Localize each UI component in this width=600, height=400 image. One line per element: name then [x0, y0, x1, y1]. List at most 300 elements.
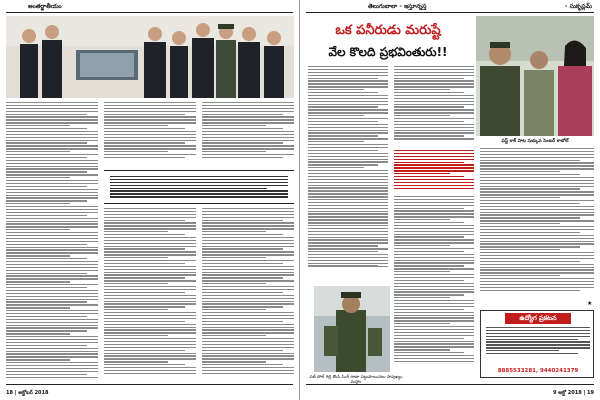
text-line	[308, 231, 378, 232]
text-line	[308, 98, 388, 99]
text-line	[202, 208, 294, 209]
text-line	[308, 109, 388, 110]
text-line	[202, 251, 294, 252]
text-line	[104, 102, 196, 103]
text-line	[6, 157, 87, 158]
text-line	[308, 78, 378, 79]
text-line	[394, 315, 474, 316]
text-line	[6, 174, 98, 175]
text-line	[308, 80, 388, 81]
text-line	[480, 264, 594, 265]
right-page	[300, 0, 600, 400]
text-line	[308, 190, 388, 191]
text-line	[202, 231, 266, 232]
text-line	[308, 89, 364, 90]
text-line	[202, 102, 294, 103]
text-line	[480, 246, 580, 247]
text-line	[104, 367, 196, 368]
text-line	[394, 234, 474, 235]
text-line	[394, 176, 464, 177]
right-column-1-text-continued	[308, 176, 388, 269]
headline-line-1: ఒక పనీరుడు మరుష్టే	[335, 23, 441, 38]
text-line	[480, 238, 594, 239]
text-line	[6, 166, 98, 167]
text-line	[202, 151, 266, 152]
text-line	[394, 231, 474, 232]
text-line	[394, 286, 474, 287]
text-line	[104, 280, 196, 281]
text-line	[104, 358, 196, 359]
text-line	[480, 151, 594, 152]
text-line	[394, 309, 464, 310]
text-line	[394, 343, 474, 344]
text-line	[394, 164, 474, 165]
text-line	[394, 106, 464, 107]
text-line	[202, 272, 294, 273]
text-line	[202, 243, 294, 244]
text-line	[6, 371, 98, 372]
text-line	[394, 355, 474, 356]
ad-title: ఉద్యోగ ప్రకటన	[505, 313, 571, 324]
text-line	[480, 275, 560, 276]
text-line	[104, 108, 196, 109]
text-line	[394, 92, 464, 93]
text-line	[308, 193, 388, 194]
text-line	[104, 283, 168, 284]
text-line	[308, 132, 388, 133]
text-line	[308, 161, 388, 162]
text-line	[308, 254, 388, 255]
text-line	[104, 243, 196, 244]
text-line	[202, 148, 294, 149]
text-line	[104, 131, 196, 132]
text-line	[6, 348, 98, 349]
text-line	[104, 269, 196, 270]
text-line	[202, 225, 294, 226]
text-line	[6, 209, 98, 210]
right-column-2-text-continued	[394, 196, 474, 364]
text-line	[6, 148, 98, 149]
text-line	[104, 222, 196, 223]
text-line	[6, 339, 98, 340]
text-line	[104, 361, 168, 362]
text-line	[104, 344, 196, 345]
text-line	[6, 342, 98, 343]
text-line	[104, 128, 185, 129]
text-line	[104, 114, 185, 115]
text-line	[202, 312, 294, 313]
text-line	[308, 92, 378, 93]
text-line	[394, 170, 474, 171]
text-line	[104, 248, 185, 249]
text-line	[202, 131, 294, 132]
text-line	[308, 237, 388, 238]
text-line	[394, 95, 474, 96]
text-line	[394, 89, 450, 90]
text-line	[6, 116, 98, 117]
text-line	[6, 122, 98, 123]
text-line	[202, 240, 294, 241]
text-line	[104, 234, 185, 235]
text-line	[394, 75, 474, 76]
right-column-2-text	[394, 66, 474, 141]
text-line	[202, 309, 266, 310]
text-line	[202, 344, 294, 345]
right-footer: 9 అక్టో 2018 | 19	[552, 390, 594, 396]
text-line	[202, 237, 294, 238]
text-line	[104, 217, 196, 218]
text-line	[104, 237, 196, 238]
text-line	[308, 196, 388, 197]
officials-photo	[6, 16, 294, 98]
text-line	[110, 185, 288, 186]
text-line	[394, 208, 464, 209]
text-line	[394, 291, 474, 292]
right-footer-rule	[306, 384, 594, 385]
text-line	[202, 119, 294, 120]
text-line	[308, 185, 388, 186]
text-line	[394, 185, 474, 186]
text-line	[480, 191, 594, 192]
text-line	[110, 190, 288, 191]
text-line	[394, 265, 464, 266]
text-line	[394, 205, 474, 206]
text-line	[308, 135, 378, 136]
text-line	[480, 232, 580, 233]
text-line	[308, 104, 388, 105]
left-column-1-text	[6, 102, 98, 380]
text-line	[480, 284, 594, 285]
text-line	[6, 336, 98, 337]
text-line	[308, 118, 388, 119]
parade-photo-caption: పట్ సోల్ గిల్లి కౌంసి సింగ్ రాణా పట్టుపాయినటు సావుఖ్యం మహ్లాం	[309, 374, 403, 385]
text-line	[202, 122, 294, 123]
text-line	[394, 262, 474, 263]
text-line	[480, 220, 594, 221]
text-line	[6, 189, 98, 190]
text-line	[6, 310, 98, 311]
text-line	[104, 246, 196, 247]
text-line	[6, 195, 98, 196]
text-line	[308, 205, 388, 206]
text-line	[202, 332, 294, 333]
text-line	[202, 154, 294, 155]
left-column-2-text	[104, 102, 196, 160]
text-line	[394, 248, 474, 249]
text-line	[104, 119, 196, 120]
text-line	[480, 223, 560, 224]
text-line	[308, 153, 388, 154]
text-line	[202, 217, 294, 218]
text-line	[202, 269, 294, 270]
text-line	[394, 72, 474, 73]
text-line	[308, 199, 364, 200]
family-photo-art	[476, 16, 594, 136]
text-line	[394, 280, 464, 281]
text-line	[394, 173, 450, 174]
text-line	[480, 154, 594, 155]
text-line	[6, 134, 98, 135]
text-line	[394, 239, 474, 240]
text-line	[202, 367, 294, 368]
text-line	[394, 112, 474, 113]
text-line	[104, 353, 196, 354]
text-line	[308, 112, 388, 113]
text-line	[104, 211, 196, 212]
text-line	[480, 162, 594, 163]
text-line	[394, 127, 474, 128]
text-line	[104, 289, 196, 290]
text-line	[202, 211, 294, 212]
text-line	[6, 353, 98, 354]
text-line	[202, 214, 294, 215]
text-line	[486, 330, 590, 331]
text-line	[6, 374, 87, 375]
text-line	[480, 287, 594, 288]
text-line	[202, 111, 294, 112]
text-line	[104, 228, 196, 229]
text-line	[202, 134, 294, 135]
text-line	[202, 248, 283, 249]
text-line	[104, 332, 196, 333]
text-line	[6, 273, 87, 274]
text-line	[480, 209, 594, 210]
text-line	[6, 221, 98, 222]
text-line	[394, 297, 450, 298]
text-line	[308, 66, 388, 67]
text-line	[104, 263, 185, 264]
text-line	[308, 170, 388, 171]
parade-photo-art	[314, 286, 390, 372]
parade-photo	[314, 286, 390, 372]
text-line	[394, 80, 474, 81]
text-line	[6, 128, 87, 129]
text-line	[104, 312, 196, 313]
text-line	[104, 257, 168, 258]
text-line	[394, 320, 474, 321]
text-line	[6, 154, 98, 155]
text-line	[6, 160, 98, 161]
text-line	[308, 106, 378, 107]
text-line	[394, 332, 474, 333]
text-line	[394, 260, 474, 261]
text-line	[6, 325, 98, 326]
text-line	[6, 275, 98, 276]
text-line	[202, 257, 266, 258]
text-line	[202, 303, 294, 304]
text-line	[6, 316, 87, 317]
text-line	[202, 228, 294, 229]
text-line	[6, 290, 98, 291]
text-line	[6, 241, 98, 242]
text-line	[308, 121, 378, 122]
text-line	[308, 86, 388, 87]
text-line	[308, 240, 388, 241]
text-line	[394, 115, 450, 116]
text-line	[394, 300, 474, 301]
text-line	[6, 365, 98, 366]
text-line	[6, 145, 98, 146]
text-line	[104, 231, 168, 232]
text-line	[202, 286, 294, 287]
text-line	[202, 315, 294, 316]
text-line	[202, 140, 294, 141]
text-line	[104, 329, 196, 330]
text-line	[486, 344, 590, 345]
text-line	[202, 301, 294, 302]
text-line	[110, 188, 267, 189]
text-line	[202, 260, 294, 261]
text-line	[308, 164, 378, 165]
text-line	[104, 111, 196, 112]
text-line	[104, 338, 196, 339]
text-line	[480, 252, 594, 253]
family-photo-caption: ఫస్ట్ కాక్ పాట నుక్కువ సెంటర్ కాబోల్	[501, 139, 569, 144]
text-line	[6, 102, 98, 103]
text-line	[480, 165, 594, 166]
text-line	[6, 377, 98, 378]
text-line	[104, 355, 196, 356]
headline-line-2: వేల కొలది ప్రభవింతురు!!	[328, 45, 448, 59]
text-line	[394, 216, 474, 217]
text-line	[104, 137, 196, 138]
text-line	[394, 202, 474, 203]
text-line	[202, 266, 294, 267]
right-running-head-center: తెలుగుబాలా - ఇస్తూన్నస్త	[368, 3, 427, 10]
text-line	[480, 261, 580, 262]
text-line	[6, 351, 98, 352]
text-line	[6, 296, 98, 297]
right-header-rule	[306, 12, 594, 13]
text-line	[202, 370, 294, 371]
text-line	[394, 283, 474, 284]
text-line	[308, 101, 388, 102]
left-column-text-continued	[202, 208, 294, 376]
text-line	[480, 171, 560, 172]
text-line	[6, 131, 98, 132]
text-line	[202, 142, 283, 143]
text-line	[394, 159, 474, 160]
officials-photo-art	[6, 16, 294, 98]
text-line	[104, 298, 196, 299]
text-line	[104, 315, 196, 316]
text-line	[202, 289, 294, 290]
text-line	[110, 179, 288, 180]
text-line	[202, 280, 294, 281]
text-line	[104, 251, 196, 252]
text-line	[394, 222, 464, 223]
text-line	[394, 335, 474, 336]
text-line	[6, 356, 98, 357]
text-line	[394, 98, 474, 99]
text-line	[308, 225, 364, 226]
text-line	[6, 203, 70, 204]
text-line	[486, 333, 590, 334]
text-line	[480, 281, 594, 282]
text-line	[202, 114, 283, 115]
text-line	[480, 269, 594, 270]
text-line	[104, 324, 196, 325]
text-line	[308, 216, 378, 217]
text-line	[308, 130, 388, 131]
text-line	[394, 251, 464, 252]
text-line	[202, 361, 266, 362]
text-line	[104, 364, 185, 365]
text-line	[202, 324, 294, 325]
text-line	[104, 327, 196, 328]
text-line	[308, 124, 388, 125]
text-line	[104, 142, 185, 143]
text-line	[486, 341, 590, 342]
text-line	[104, 148, 196, 149]
text-line	[202, 220, 283, 221]
text-line	[6, 142, 87, 143]
text-line	[104, 286, 196, 287]
text-line	[394, 346, 474, 347]
text-line	[308, 188, 378, 189]
text-line	[6, 264, 98, 265]
text-line	[6, 108, 98, 109]
text-line	[104, 225, 196, 226]
text-line	[394, 242, 474, 243]
text-line	[480, 278, 594, 279]
text-line	[308, 228, 388, 229]
text-line	[202, 254, 294, 255]
text-line	[202, 327, 294, 328]
text-line	[110, 196, 288, 197]
text-line	[6, 270, 98, 271]
text-line	[480, 203, 580, 204]
text-line	[394, 254, 474, 255]
text-line	[394, 104, 474, 105]
text-line	[480, 206, 594, 207]
text-line	[6, 362, 98, 363]
text-line	[480, 243, 594, 244]
text-line	[6, 281, 70, 282]
text-line	[480, 174, 580, 175]
text-line	[480, 160, 580, 161]
text-line	[202, 295, 294, 296]
text-line	[308, 115, 364, 116]
text-line	[486, 350, 559, 351]
text-line	[6, 284, 98, 285]
text-line	[6, 293, 98, 294]
text-line	[394, 124, 474, 125]
text-line	[6, 105, 98, 106]
text-line	[202, 306, 283, 307]
text-line	[6, 197, 98, 198]
text-line	[308, 257, 388, 258]
text-line	[202, 329, 294, 330]
text-line	[394, 323, 450, 324]
text-line	[394, 138, 474, 139]
end-star-icon: ★	[587, 300, 593, 307]
text-line	[104, 274, 196, 275]
text-line	[104, 154, 196, 155]
text-line	[6, 304, 98, 305]
left-column-3-text	[202, 102, 294, 160]
text-line	[308, 260, 378, 261]
text-line	[6, 177, 70, 178]
text-line	[6, 140, 98, 141]
text-line	[308, 234, 388, 235]
text-line	[6, 186, 87, 187]
text-line	[480, 188, 580, 189]
text-line	[308, 176, 388, 177]
text-line	[394, 219, 450, 220]
left-pull-quote	[104, 170, 294, 204]
text-line	[308, 159, 388, 160]
